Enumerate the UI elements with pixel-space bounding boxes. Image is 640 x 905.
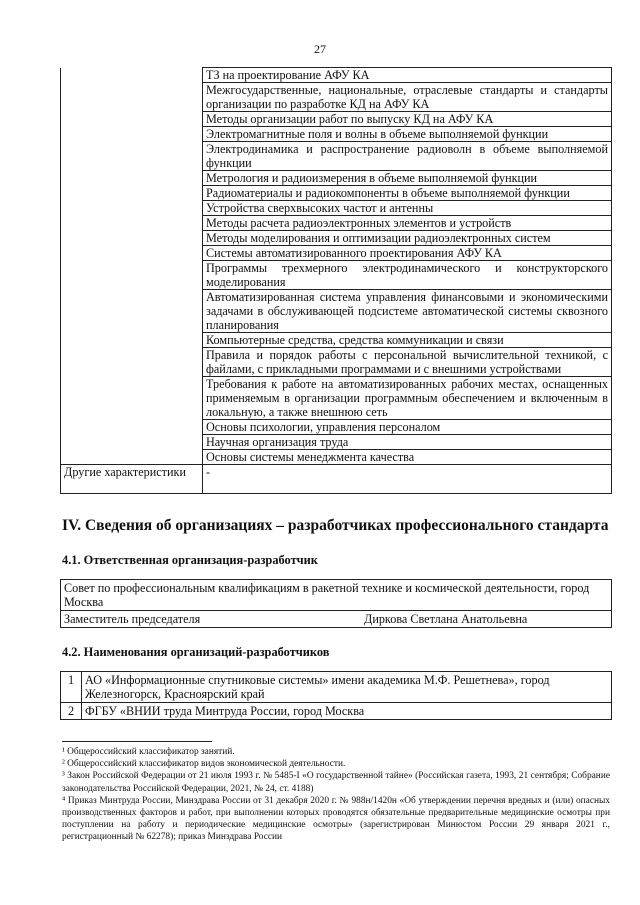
requirement-text: Программы трехмерного электродинамического и конструкторского моделирования [203, 261, 612, 290]
requirement-text: Электромагнитные поля и волны в объеме выполняемой функции [203, 127, 612, 142]
requirement-row [61, 290, 612, 333]
developer-name: АО «Информационные спутниковые системы» имени академика М.Ф. Решетнева», город Железногорск, Красноярский край [82, 672, 612, 703]
developer-row [61, 672, 612, 703]
footnote: ² Общероссийский классификатор видов экономической деятельности. [62, 759, 346, 770]
requirement-row [61, 127, 612, 142]
responsible-org-table [60, 579, 612, 628]
developers-table [60, 671, 612, 720]
row-label-cell [61, 142, 203, 171]
requirement-text: Электродинамика и распространение радиоволн в объеме выполняемой функции [203, 142, 612, 171]
row-label-cell [61, 333, 203, 348]
requirement-row [61, 420, 612, 435]
row-label-cell [61, 450, 203, 465]
requirement-text: Методы моделирования и оптимизации радиоэлектронных систем [203, 231, 612, 246]
responsible-org-representative [61, 611, 612, 628]
developer-row [61, 703, 612, 720]
footnotes [62, 746, 610, 844]
page-number: 27 [314, 42, 326, 56]
developer-number: 2 [61, 703, 82, 720]
footnote: ³ Закон Российской Федерации от 21 июля 1993 г. № 5485-I «О государственной тайне» (Российская газета, 1993, 21 сентября; Собрание законодательства Российской Федерации, 2021, № 24, ст. 4188) [62, 771, 610, 794]
requirement-text: Научная организация труда [203, 435, 612, 450]
requirement-text: Правила и порядок работы с персональной вычислительной техникой, с файлами, с прикладными программами и с внешними устройствами [203, 348, 612, 377]
row-label-cell [61, 348, 203, 377]
requirement-row [61, 246, 612, 261]
requirement-text: Компьютерные средства, средства коммуникации и связи [203, 333, 612, 348]
other-characteristics-label: Другие характеристики [61, 465, 203, 494]
requirement-text: Основы психологии, управления персоналом [203, 420, 612, 435]
requirement-row [61, 377, 612, 420]
requirement-text: Межгосударственные, национальные, отраслевые стандарты и стандарты организации по разработке КД на АФУ КА [203, 83, 612, 112]
row-label-cell [61, 231, 203, 246]
representative-title: Заместитель председателя [64, 612, 201, 626]
requirement-row [61, 333, 612, 348]
row-label-cell [61, 246, 203, 261]
other-characteristics-value: - [203, 465, 612, 494]
knowledge-requirements-table [60, 67, 612, 494]
requirement-row [61, 83, 612, 112]
requirement-text: Требования к работе на автоматизированных рабочих местах, оснащенных применяемым в организации программным обеспечением и включенным в локальную, а также внешнюю сеть [203, 377, 612, 420]
developer-number: 1 [61, 672, 82, 703]
requirement-text: Автоматизированная система управления финансовыми и экономическими задачами в обслуживающей подсистеме автоматической системы сквозного планирования [203, 290, 612, 333]
row-label-cell [61, 171, 203, 186]
requirement-row [61, 112, 612, 127]
requirement-row [61, 435, 612, 450]
row-label-cell [61, 261, 203, 290]
requirement-row [61, 186, 612, 201]
section-heading: IV. Сведения об организациях – разработчиках профессионального стандарта [62, 517, 609, 534]
requirement-text: ТЗ на проектирование АФУ КА [203, 68, 612, 83]
developer-name: ФГБУ «ВНИИ труда Минтруда России, город Москва [82, 703, 612, 720]
row-label-cell [61, 186, 203, 201]
row-label-cell [61, 83, 203, 112]
row-label-cell [61, 290, 203, 333]
footnote-divider [62, 741, 212, 742]
footnote: ¹ Общероссийский классификатор занятий. [62, 747, 235, 757]
responsible-org-name: Совет по профессиональным квалификациям в ракетной технике и космической деятельности, город Москва [61, 580, 612, 611]
requirement-text: Системы автоматизированного проектирования АФУ КА [203, 246, 612, 261]
row-label-cell [61, 435, 203, 450]
requirement-text: Методы расчета радиоэлектронных элементов и устройств [203, 216, 612, 231]
requirement-row [61, 231, 612, 246]
footnote: ⁴ Приказ Минтруда России, Минздрава России от 31 декабря 2020 г. № 988н/1420н «Об утверждении перечня вредных и (или) опасных производственных факторов и работ, при выполнении которых проводятся обязательные предварительные медицинские осмотры при поступлении на работу и периодические медицинские осмотры» (зарегистрирован Минюстом России 29 января 2021 г., регистрационный № 62278); приказ Минздрава России [62, 795, 610, 843]
row-label-cell [61, 201, 203, 216]
requirement-text: Основы системы менеджмента качества [203, 450, 612, 465]
requirement-text: Радиоматериалы и радиокомпоненты в объеме выполняемой функции [203, 186, 612, 201]
row-label-cell [61, 68, 203, 83]
representative-name: Диркова Светлана Анатольевна [364, 612, 528, 626]
requirement-row [61, 142, 612, 171]
requirement-text: Метрология и радиоизмерения в объеме выполняемой функции [203, 171, 612, 186]
requirement-row [61, 450, 612, 465]
row-label-cell [61, 216, 203, 231]
row-label-cell [61, 377, 203, 420]
requirement-row [61, 261, 612, 290]
requirement-row [61, 348, 612, 377]
requirement-row [61, 216, 612, 231]
developers-heading: 4.2. Наименования организаций-разработчиков [62, 645, 330, 659]
responsible-org-heading: 4.1. Ответственная организация-разработчик [62, 553, 318, 567]
other-characteristics-row [61, 465, 612, 494]
requirement-row [61, 171, 612, 186]
row-label-cell [61, 112, 203, 127]
requirement-text: Методы организации работ по выпуску КД на АФУ КА [203, 112, 612, 127]
row-label-cell [61, 127, 203, 142]
requirement-text: Устройства сверхвысоких частот и антенны [203, 201, 612, 216]
row-label-cell [61, 420, 203, 435]
requirement-row [61, 68, 612, 83]
requirement-row [61, 201, 612, 216]
